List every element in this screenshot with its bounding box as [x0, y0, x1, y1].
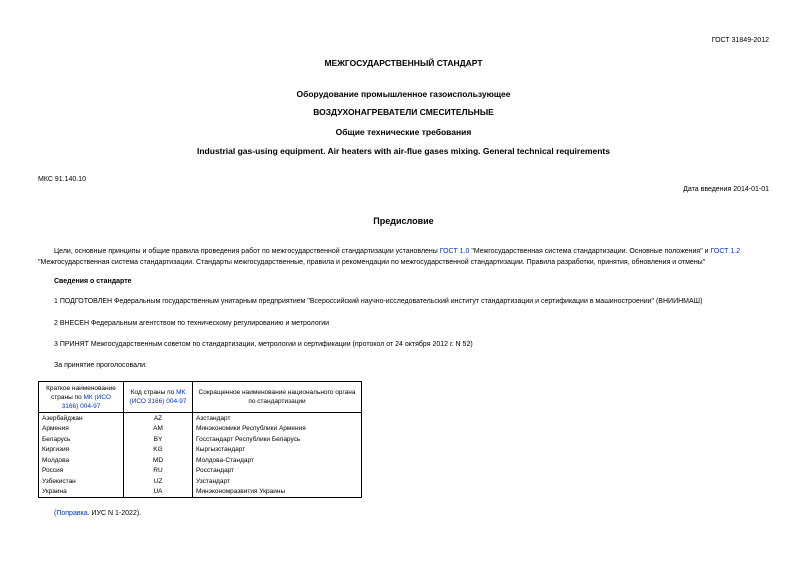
title-line-1: Оборудование промышленное газоиспользующее	[296, 89, 511, 99]
amendment-note	[54, 510, 141, 517]
preface-heading: Предисловие	[373, 216, 434, 226]
country-cell: Молдова	[39, 455, 124, 466]
code-cell: RU	[124, 466, 193, 477]
code-cell: MD	[124, 455, 193, 466]
header-country: Краткое наименование страны по МК (ИСО 3166) 004-97	[39, 382, 124, 413]
code-cell: KG	[124, 445, 193, 456]
code-cell: AM	[124, 424, 193, 435]
country-cell: Армения	[39, 424, 124, 435]
code-cell: BY	[124, 434, 193, 445]
body-cell: Азстандарт	[193, 413, 362, 424]
code-cell: AZ	[124, 413, 193, 424]
info-item-2: 2 ВНЕСЕН Федеральным агентством по техническому регулированию и метрологии	[54, 320, 330, 327]
table-header-row	[39, 382, 362, 413]
table-row	[39, 445, 362, 456]
header-body: Сокращенное наименование национального органа по стандартизации	[193, 382, 362, 413]
document-code: ГОСТ 31849-2012	[711, 37, 769, 44]
info-item-1: 1 ПОДГОТОВЛЕН Федеральным государственным унитарным предприятием "Всероссийский научно-исследовательский институт стандартизации и сертификации в машиностроении" (ВНИИНМАШ)	[54, 298, 703, 305]
country-cell: Россия	[39, 466, 124, 477]
header-code: Код страны по МК (ИСО 3166) 004-97	[124, 382, 193, 413]
mks-code: МКС 91.140.10	[38, 176, 86, 183]
body-cell: Минэкономики Республики Армения	[193, 424, 362, 435]
table-row	[39, 476, 362, 487]
body-cell: Кыргызстандарт	[193, 445, 362, 456]
country-cell: Беларусь	[39, 434, 124, 445]
table-row	[39, 424, 362, 435]
voted-label: За принятие проголосовали:	[54, 362, 147, 369]
code-cell: UA	[124, 487, 193, 498]
table-row	[39, 434, 362, 445]
info-heading: Сведения о стандарте	[54, 278, 132, 285]
standard-header: МЕЖГОСУДАРСТВЕННЫЙ СТАНДАРТ	[324, 58, 483, 68]
info-item-3: 3 ПРИНЯТ Межгосударственным советом по стандартизации, метрологии и сертификации (протокол от 24 октября 2012 г. N 52)	[54, 341, 473, 348]
country-cell: Киргизия	[39, 445, 124, 456]
code-cell: UZ	[124, 476, 193, 487]
title-line-2: ВОЗДУХОНАГРЕВАТЕЛИ СМЕСИТЕЛЬНЫЕ	[313, 107, 494, 117]
gost-1-2-link[interactable]: ГОСТ 1.2	[710, 248, 741, 255]
preface-text-b: "Межгосударственная система стандартизации. Основные положения" и	[471, 248, 709, 255]
preface-text-c: "Межгосударственная система стандартизации. Стандарты межгосударственные, правила и рекомендации по межгосударственной стандартизации. Правила разработки, принятия, обновления и отмены"	[38, 259, 706, 266]
table-row	[39, 413, 362, 424]
country-cell: Украина	[39, 487, 124, 498]
preface-paragraph	[38, 246, 772, 268]
mk-iso-link-2[interactable]: МК (ИСО 3166) 004-97	[129, 389, 187, 405]
table-row	[39, 466, 362, 477]
gost-1-0-link[interactable]: ГОСТ 1.0	[439, 248, 470, 255]
body-cell: Молдова-Стандарт	[193, 455, 362, 466]
body-cell: Росстандарт	[193, 466, 362, 477]
amendment-link[interactable]: (Поправка	[54, 510, 88, 517]
body-cell: Минэкономразвития Украины	[193, 487, 362, 498]
body-cell: Узстандарт	[193, 476, 362, 487]
table-row	[39, 455, 362, 466]
country-cell: Азербайджан	[39, 413, 124, 424]
title-line-3: Общие технические требования	[335, 127, 472, 137]
voting-table	[38, 381, 362, 498]
country-cell: Узбекистан	[39, 476, 124, 487]
amendment-text: . ИУС N 1-2022).	[87, 510, 142, 517]
body-cell: Госстандарт Республики Беларусь	[193, 434, 362, 445]
introduction-date: Дата введения 2014-01-01	[683, 186, 769, 193]
title-english: Industrial gas-using equipment. Air heaters with air-flue gases mixing. General technical requirements	[197, 146, 610, 156]
mk-iso-link-1[interactable]: МК (ИСО 3166) 004-97	[61, 393, 111, 410]
table-row	[39, 487, 362, 498]
preface-text-a: Цели, основные принципы и общие правила проведения работ по межгосударственной стандартизации установлены	[54, 248, 438, 255]
